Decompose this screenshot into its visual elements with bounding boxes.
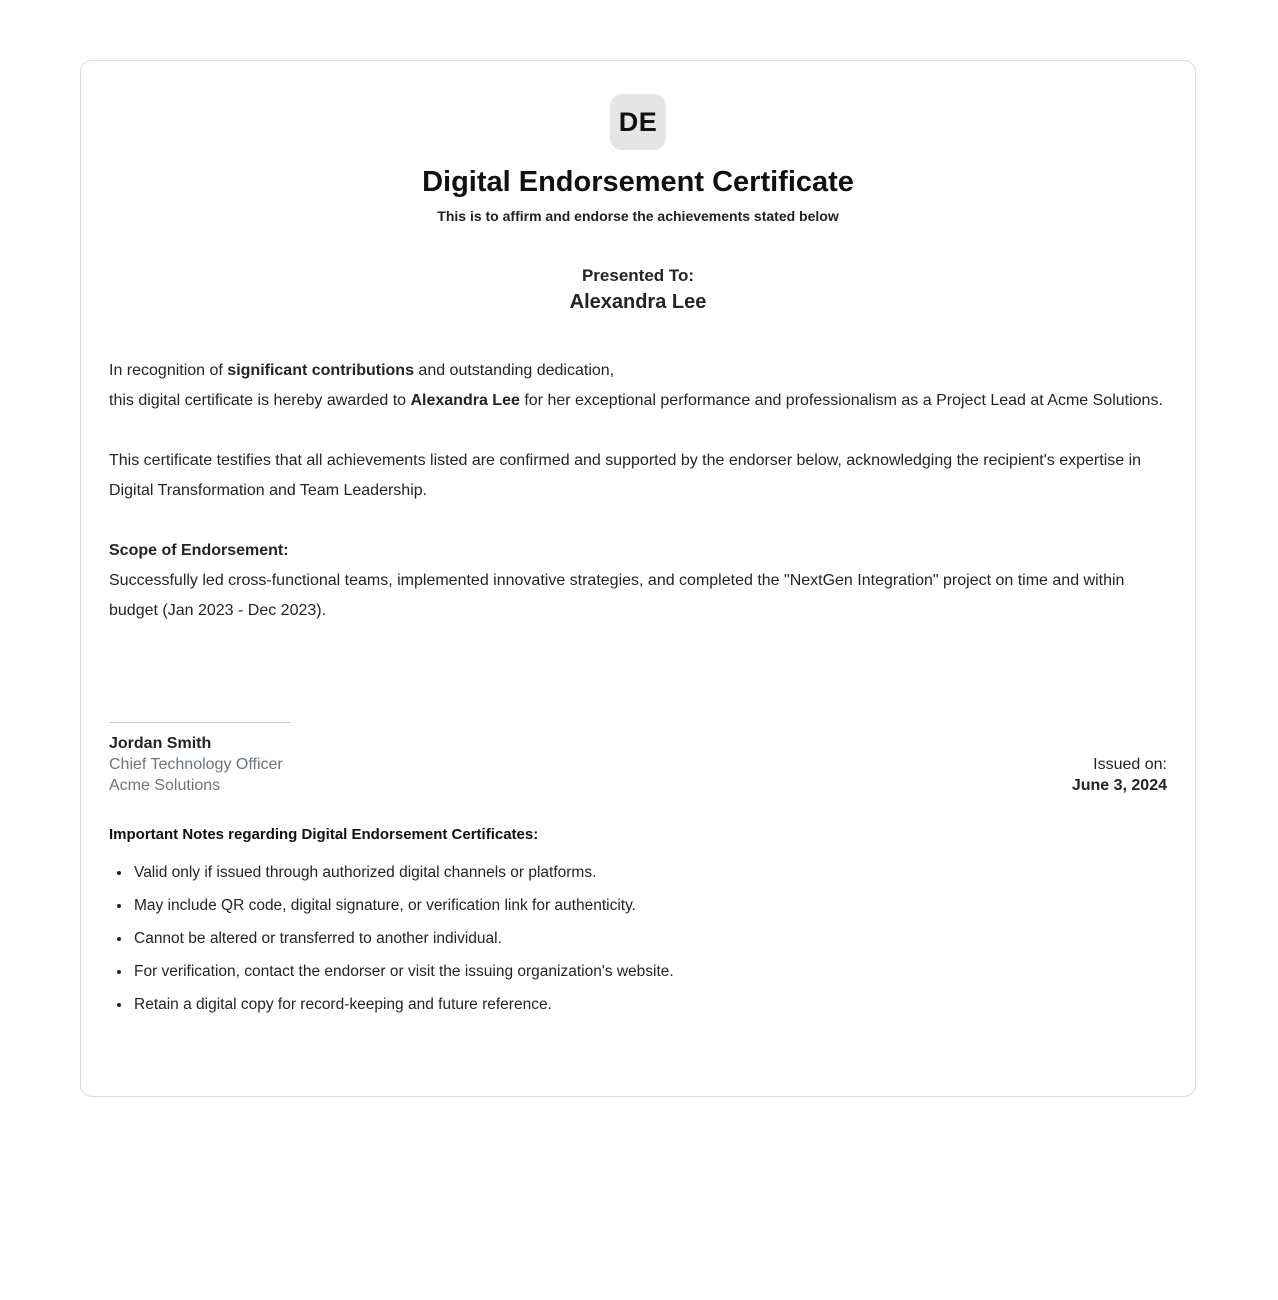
testify-paragraph: This certificate testifies that all achievements listed are confirmed and supported by the endorser below, acknowledging the recipient's expertise in Digital Transformation and Team Leadership. [109,452,1142,499]
issued-on-block [1072,754,1167,796]
endorser-title: Chief Technology Officer [109,756,283,773]
issued-on-date: June 3, 2024 [1071,777,1167,794]
recipient-name: Alexandra Lee [569,291,707,313]
scope-heading: Scope of Endorsement: [109,542,289,559]
endorser-organization: Acme Solutions [109,777,221,794]
intro-text: this digital certificate is hereby awarded to [109,392,411,409]
signature-line [109,722,291,723]
important-notes-heading: Important Notes regarding Digital Endorsement Certificates: [109,826,539,843]
endorser-name: Jordan Smith [109,735,212,752]
note-item: • May include QR code, digital signature, or verification link for authenticity. [132,896,1167,915]
issued-on-label: Issued on: [1093,756,1167,773]
note-item: • Valid only if issued through authorized digital channels or platforms. [132,863,1167,882]
important-notes-list [109,863,1167,1014]
scope-section [109,536,1167,626]
certificate-title: Digital Endorsement Certificate [422,166,854,198]
intro-text: for her exceptional performance and professionalism as a Project Lead at Acme Solutions. [519,392,1163,409]
note-item: • For verification, contact the endorser or visit the issuing organization's website. [132,962,1167,981]
intro-text: and outstanding dedication, [413,362,615,379]
note-item: • Retain a digital copy for record-keeping and future reference. [132,995,1167,1014]
note-item: • Cannot be altered or transferred to another individual. [132,929,1167,948]
presented-to-label: Presented To: [581,266,695,285]
certificate-logo-badge [610,94,666,150]
certificate-card [80,60,1196,1097]
endorser-signature-block [109,722,291,796]
logo-initials: DE [618,106,658,137]
scope-text: Successfully led cross-functional teams, implemented innovative strategies, and completed the "NextGen Integration" project on time and within budget (Jan 2023 - Dec 2023). [109,572,1125,619]
intro-text: In recognition of [109,362,228,379]
important-notes-section [109,826,1167,1014]
intro-bold-recipient: Alexandra Lee [410,392,520,409]
intro-bold-contributions: significant contributions [227,362,414,379]
intro-paragraph [109,356,1167,416]
certificate-subtitle: This is to affirm and endorse the achievements stated below [437,208,839,224]
signature-row [109,722,1167,796]
presented-to-section [109,266,1167,314]
